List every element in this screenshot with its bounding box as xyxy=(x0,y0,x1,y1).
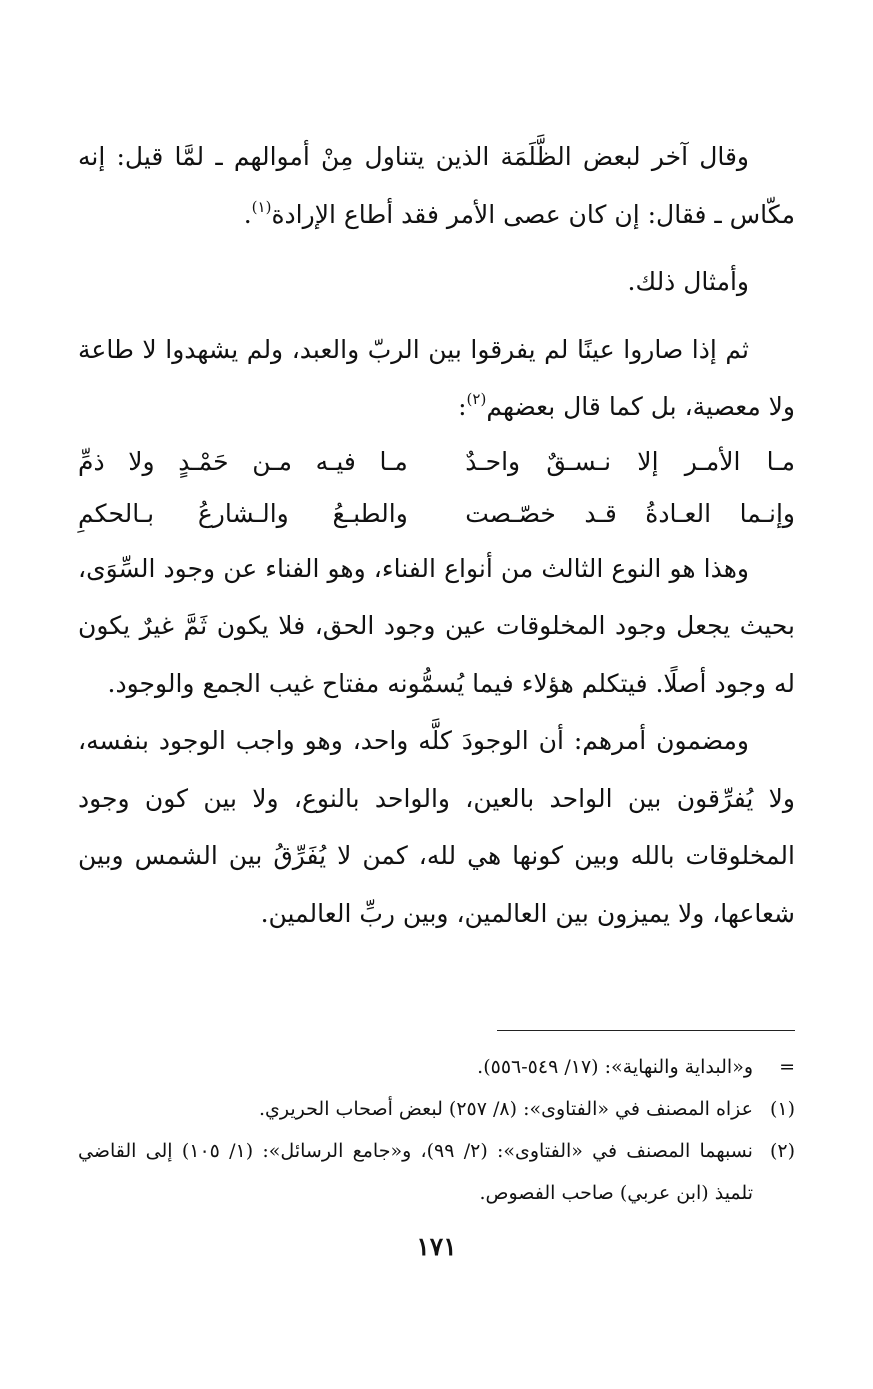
paragraph-2: وأمثال ذلك. xyxy=(627,267,749,296)
paragraph-4: وهذا هو النوع الثالث من أنواع الفناء، وهو الفناء عن وجود السِّوَى، بحيث يجعل وجود المخلوقات عين وجود الحق، فلا يكون ثَمَّ غيرٌ يكون له وجود أصلًا. فيتكلم هؤلاء فيما يُسمُّونه مفتاح غيب الجمع والوجود. xyxy=(78,553,795,698)
footnote-marker: (١) xyxy=(769,1098,795,1120)
verse-second-hemistich: والطبـعُ والـشارعُ بـالحكمِ xyxy=(78,498,408,528)
footnote-text: عزاه المصنف في «الفتاوى»: (٨/ ٢٥٧) لبعض أصحاب الحريري. xyxy=(258,1098,753,1120)
footnote-text: نسبهما المصنف في «الفتاوى»: (٢/ ٩٩)، و«جامع الرسائل»: (١/ ١٠٥) إلى القاضي تلميذ (ابن عربي) صاحب الفصوص. xyxy=(78,1140,753,1204)
paragraph-1: وقال آخر لبعض الظَّلَمَة الذين يتناول مِنْ أموالهم ـ لمَّا قيل: إنه مكّاس ـ فقال: إن كان عصى الأمر فقد أطاع الإرادة$^{(١)}$. xyxy=(78,142,795,229)
verse-line xyxy=(78,436,795,488)
footnote-ref-1: (١) xyxy=(251,197,272,216)
verse-second-hemistich: مـا فيـه مـن حَمْـدٍ ولا ذمِّ xyxy=(78,446,408,476)
footnote-separator-rule xyxy=(497,1030,795,1031)
footnote-2 xyxy=(78,1130,795,1214)
paragraph-5: ومضمون أمرهم: أن الوجودَ كلَّه واحد، وهو واجب الوجود بنفسه، ولا يُفرِّقون بين الواحد بالعين، والواحد بالنوع، ولا بين كون وجود المخلوقات بالله وبين كونها هي لله، كمن لا يُفَرِّقُ بين الشمس وبين شعاعها، ولا يميزون بين العالمين، وبين ربِّ العالمين. xyxy=(78,726,795,928)
verse-first-hemistich: وإنـما العـادةُ قـد خصّـصت xyxy=(465,498,795,528)
footnote-marker: (٢) xyxy=(769,1140,795,1162)
footnote-marker: = xyxy=(779,1056,795,1078)
page-number: ١٧١ xyxy=(416,1232,457,1261)
verse-line xyxy=(78,488,795,540)
paragraph-3: ثم إذا صاروا عينًا لم يفرقوا بين الربّ والعبد، ولم يشهدوا لا طاعة ولا معصية، بل كما قال بعضهم$^{(٢)}$: xyxy=(78,334,795,421)
poem-verses xyxy=(78,436,795,540)
verse-first-hemistich: مـا الأمـر إلا نـسـقٌ واحـدٌ xyxy=(465,446,795,476)
main-text xyxy=(78,128,795,942)
footnote-continuation xyxy=(78,1046,795,1088)
footnote-list xyxy=(78,1046,795,1214)
footnote-1 xyxy=(78,1088,795,1130)
footnote-ref-2: (٢) xyxy=(466,390,487,408)
footnote-text: و«البداية والنهاية»: (١٧/ ٥٤٩-٥٥٦). xyxy=(477,1056,753,1078)
